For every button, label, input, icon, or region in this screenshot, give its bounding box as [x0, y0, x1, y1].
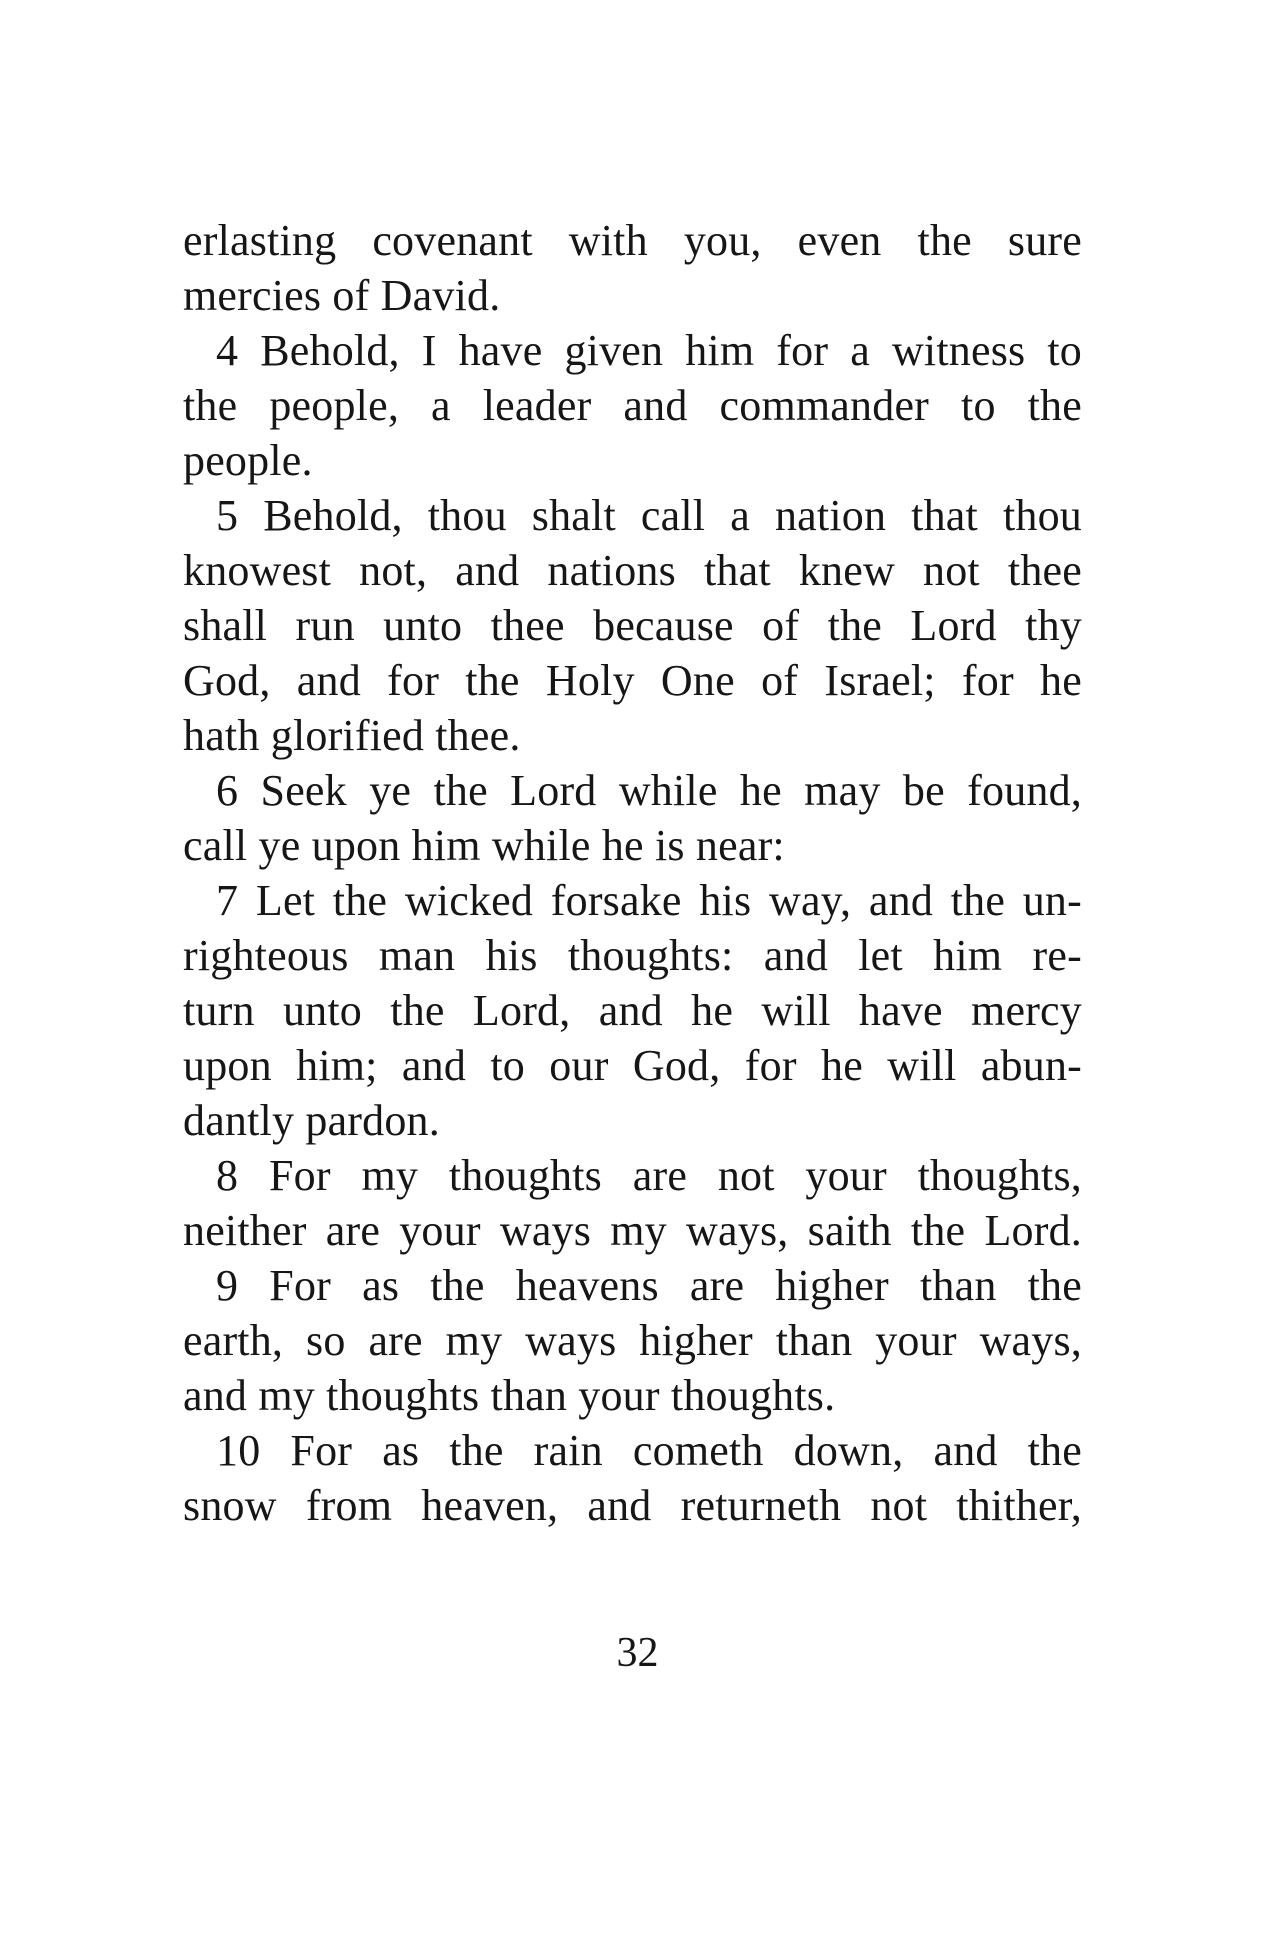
text-line: righteous man his thoughts: and let him re- [183, 931, 1082, 980]
text-line: people. [183, 436, 313, 485]
page-number: 32 [616, 1630, 659, 1676]
text-line verse-9-start: 9 For as the heavens are higher than the [216, 1261, 1082, 1310]
text-line: turn unto the Lord, and he will have mercy [183, 986, 1082, 1035]
text-line: hath glorified thee. [183, 711, 521, 760]
text-line: call ye upon him while he is near: [183, 821, 785, 870]
text-line: earth, so are my ways higher than your ways, [183, 1316, 1082, 1365]
text-line verse-4-start: 4 Behold, I have given him for a witness to [216, 326, 1082, 375]
text-line verse-5-start: 5 Behold, thou shalt call a nation that thou [216, 491, 1082, 540]
text-line: the people, a leader and commander to the [183, 381, 1082, 430]
text-line: and my thoughts than your thoughts. [183, 1371, 836, 1420]
text-line verse-10-start: 10 For as the rain cometh down, and the [216, 1426, 1082, 1475]
text-line: God, and for the Holy One of Israel; for he [183, 656, 1082, 705]
text-line: dantly pardon. [183, 1096, 440, 1145]
text-line verse-7-start: 7 Let the wicked forsake his way, and the un- [216, 876, 1082, 925]
scripture-text-column [183, 213, 1082, 1533]
text-line: neither are your ways my ways, saith the Lord. [183, 1206, 1082, 1255]
text-line: erlasting covenant with you, even the sure [183, 216, 1082, 265]
text-line verse-6-start: 6 Seek ye the Lord while he may be found, [216, 766, 1082, 815]
text-line verse-8-start: 8 For my thoughts are not your thoughts, [216, 1151, 1082, 1200]
text-line: shall run unto thee because of the Lord thy [183, 601, 1082, 650]
text-line: upon him; and to our God, for he will abun- [183, 1041, 1082, 1090]
text-line: snow from heaven, and returneth not thither, [183, 1481, 1082, 1530]
text-line: knowest not, and nations that knew not thee [183, 546, 1082, 595]
text-line: mercies of David. [183, 271, 501, 320]
